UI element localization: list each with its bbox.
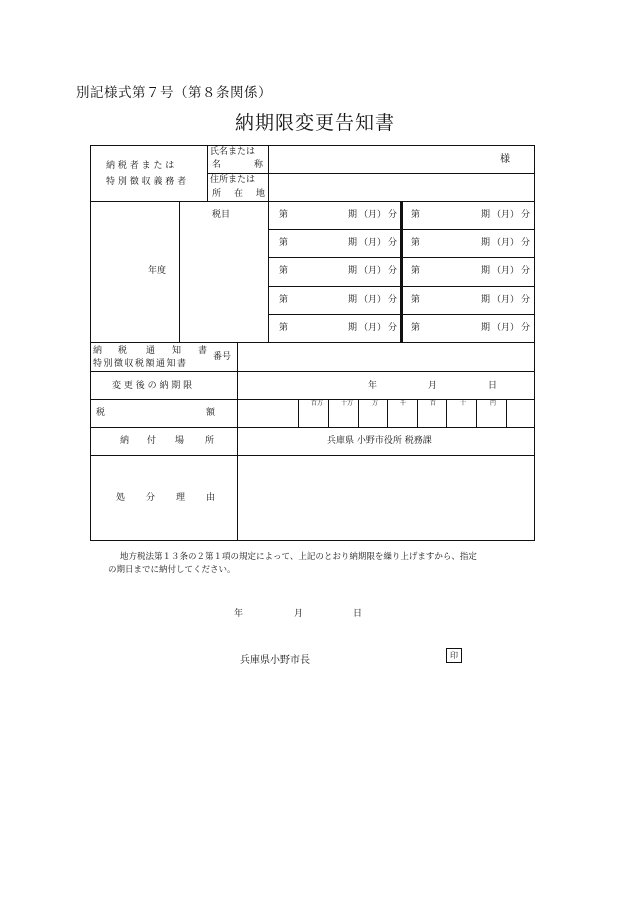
period-tsuki: （月） xyxy=(359,238,387,248)
period-tsuki: （月） xyxy=(492,210,520,220)
period-dai: 第 xyxy=(411,266,421,276)
taxpayer-label-2: 特 別 徴 収 義 務 者 xyxy=(106,177,187,187)
notice-number-label-1: 納 xyxy=(93,346,103,356)
period-ki: 期 xyxy=(348,210,358,220)
notice-number-label-2: 特別徴収税額通知書 xyxy=(93,359,188,369)
period-ki: 期 xyxy=(348,295,358,305)
unit-label: 十万 xyxy=(341,400,354,407)
period-tsuki: （月） xyxy=(359,210,387,220)
issue-date-day: 日 xyxy=(353,609,363,619)
seal-box: 印 xyxy=(446,648,462,663)
table-border-bottom xyxy=(90,540,535,541)
period-dai: 第 xyxy=(279,238,289,248)
address-label-2c: 地 xyxy=(256,189,266,199)
period-ki: 期 xyxy=(481,295,491,305)
period-bun: 分 xyxy=(388,323,398,333)
notice-number-label-1: 通 xyxy=(146,346,156,356)
year-label: 年度 xyxy=(148,266,167,276)
period-ki: 期 xyxy=(348,238,358,248)
tax-amount-label: 税 xyxy=(96,408,106,418)
notice-text-line-1: 地方税法第１３条の２第１項の規定によって、上記のとおり納期限を繰り上げますから、指定 xyxy=(120,552,477,562)
table-border-left xyxy=(90,145,91,541)
name-label-1: 氏名または xyxy=(210,147,256,157)
period-dai: 第 xyxy=(279,295,289,305)
payment-place-value: 兵庫県 小野市役所 税務課 xyxy=(327,436,432,446)
period-dai: 第 xyxy=(279,210,289,220)
address-label-1: 住所または xyxy=(210,175,256,185)
period-ki: 期 xyxy=(481,323,491,333)
period-dai: 第 xyxy=(411,210,421,220)
notice-number-label-1: 税 xyxy=(118,346,128,356)
unit-label: 千 xyxy=(400,400,407,407)
new-deadline-year: 年 xyxy=(368,381,378,391)
honorific-sama: 様 xyxy=(500,154,510,165)
period-bun: 分 xyxy=(521,323,531,333)
taxpayer-label-1: 納 税 者 ま た は xyxy=(106,161,175,171)
period-ki: 期 xyxy=(481,266,491,276)
period-ki: 期 xyxy=(348,323,358,333)
period-dai: 第 xyxy=(411,238,421,248)
form-number-label: 別記様式第７号（第８条関係） xyxy=(76,85,272,101)
new-deadline-label: 変 更 後 の 納 期 限 xyxy=(112,381,193,391)
period-bun: 分 xyxy=(388,266,398,276)
period-dai: 第 xyxy=(411,295,421,305)
period-ki: 期 xyxy=(481,210,491,220)
unit-label: 百万 xyxy=(311,400,324,407)
period-ki: 期 xyxy=(481,238,491,248)
reason-label: 分 xyxy=(146,493,156,503)
unit-label: 百 xyxy=(430,400,437,407)
period-tsuki: （月） xyxy=(492,266,520,276)
tax-amount-label: 額 xyxy=(206,408,216,418)
payment-place-label: 付 xyxy=(147,436,157,446)
period-tsuki: （月） xyxy=(492,238,520,248)
period-tsuki: （月） xyxy=(359,266,387,276)
notice-text-line-2: の期日までに納付してください。 xyxy=(108,565,236,575)
period-bun: 分 xyxy=(521,238,531,248)
issuer-name: 兵庫県小野市長 xyxy=(240,655,310,666)
document-title: 納期限変更告知書 xyxy=(234,112,395,134)
payment-place-label: 納 xyxy=(120,436,130,446)
reason-label: 処 xyxy=(116,493,126,503)
notice-text xyxy=(108,551,538,577)
period-column-divider xyxy=(400,201,403,343)
tax-item-label: 税目 xyxy=(212,210,231,220)
table-border-right xyxy=(534,145,535,541)
payment-place-label: 場 xyxy=(175,436,185,446)
issue-date-year: 年 xyxy=(234,609,244,619)
issue-date-month: 月 xyxy=(294,609,304,619)
period-tsuki: （月） xyxy=(492,295,520,305)
unit-label: 円 xyxy=(490,400,497,407)
notice-number-label-1: 知 xyxy=(172,346,182,356)
period-bun: 分 xyxy=(521,266,531,276)
unit-label: 十 xyxy=(460,400,467,407)
period-bun: 分 xyxy=(521,210,531,220)
address-label-2a: 所 xyxy=(212,189,222,199)
name-label-2a: 名 xyxy=(212,160,222,170)
period-bun: 分 xyxy=(521,295,531,305)
notice-number-suffix: 番号 xyxy=(213,352,232,362)
new-deadline-month: 月 xyxy=(428,381,438,391)
period-bun: 分 xyxy=(388,295,398,305)
period-dai: 第 xyxy=(411,323,421,333)
period-tsuki: （月） xyxy=(492,323,520,333)
notice-number-label-1: 書 xyxy=(198,346,208,356)
reason-label: 理 xyxy=(176,493,186,503)
period-bun: 分 xyxy=(388,210,398,220)
period-ki: 期 xyxy=(348,266,358,276)
period-tsuki: （月） xyxy=(359,295,387,305)
name-label-2b: 称 xyxy=(254,160,264,170)
reason-label: 由 xyxy=(206,493,216,503)
period-dai: 第 xyxy=(279,323,289,333)
new-deadline-day: 日 xyxy=(488,381,498,391)
address-label-2b: 在 xyxy=(234,189,244,199)
period-dai: 第 xyxy=(279,266,289,276)
payment-place-label: 所 xyxy=(205,436,215,446)
period-bun: 分 xyxy=(388,238,398,248)
period-tsuki: （月） xyxy=(359,323,387,333)
unit-label: 万 xyxy=(372,400,379,407)
table-border-top xyxy=(90,145,535,146)
